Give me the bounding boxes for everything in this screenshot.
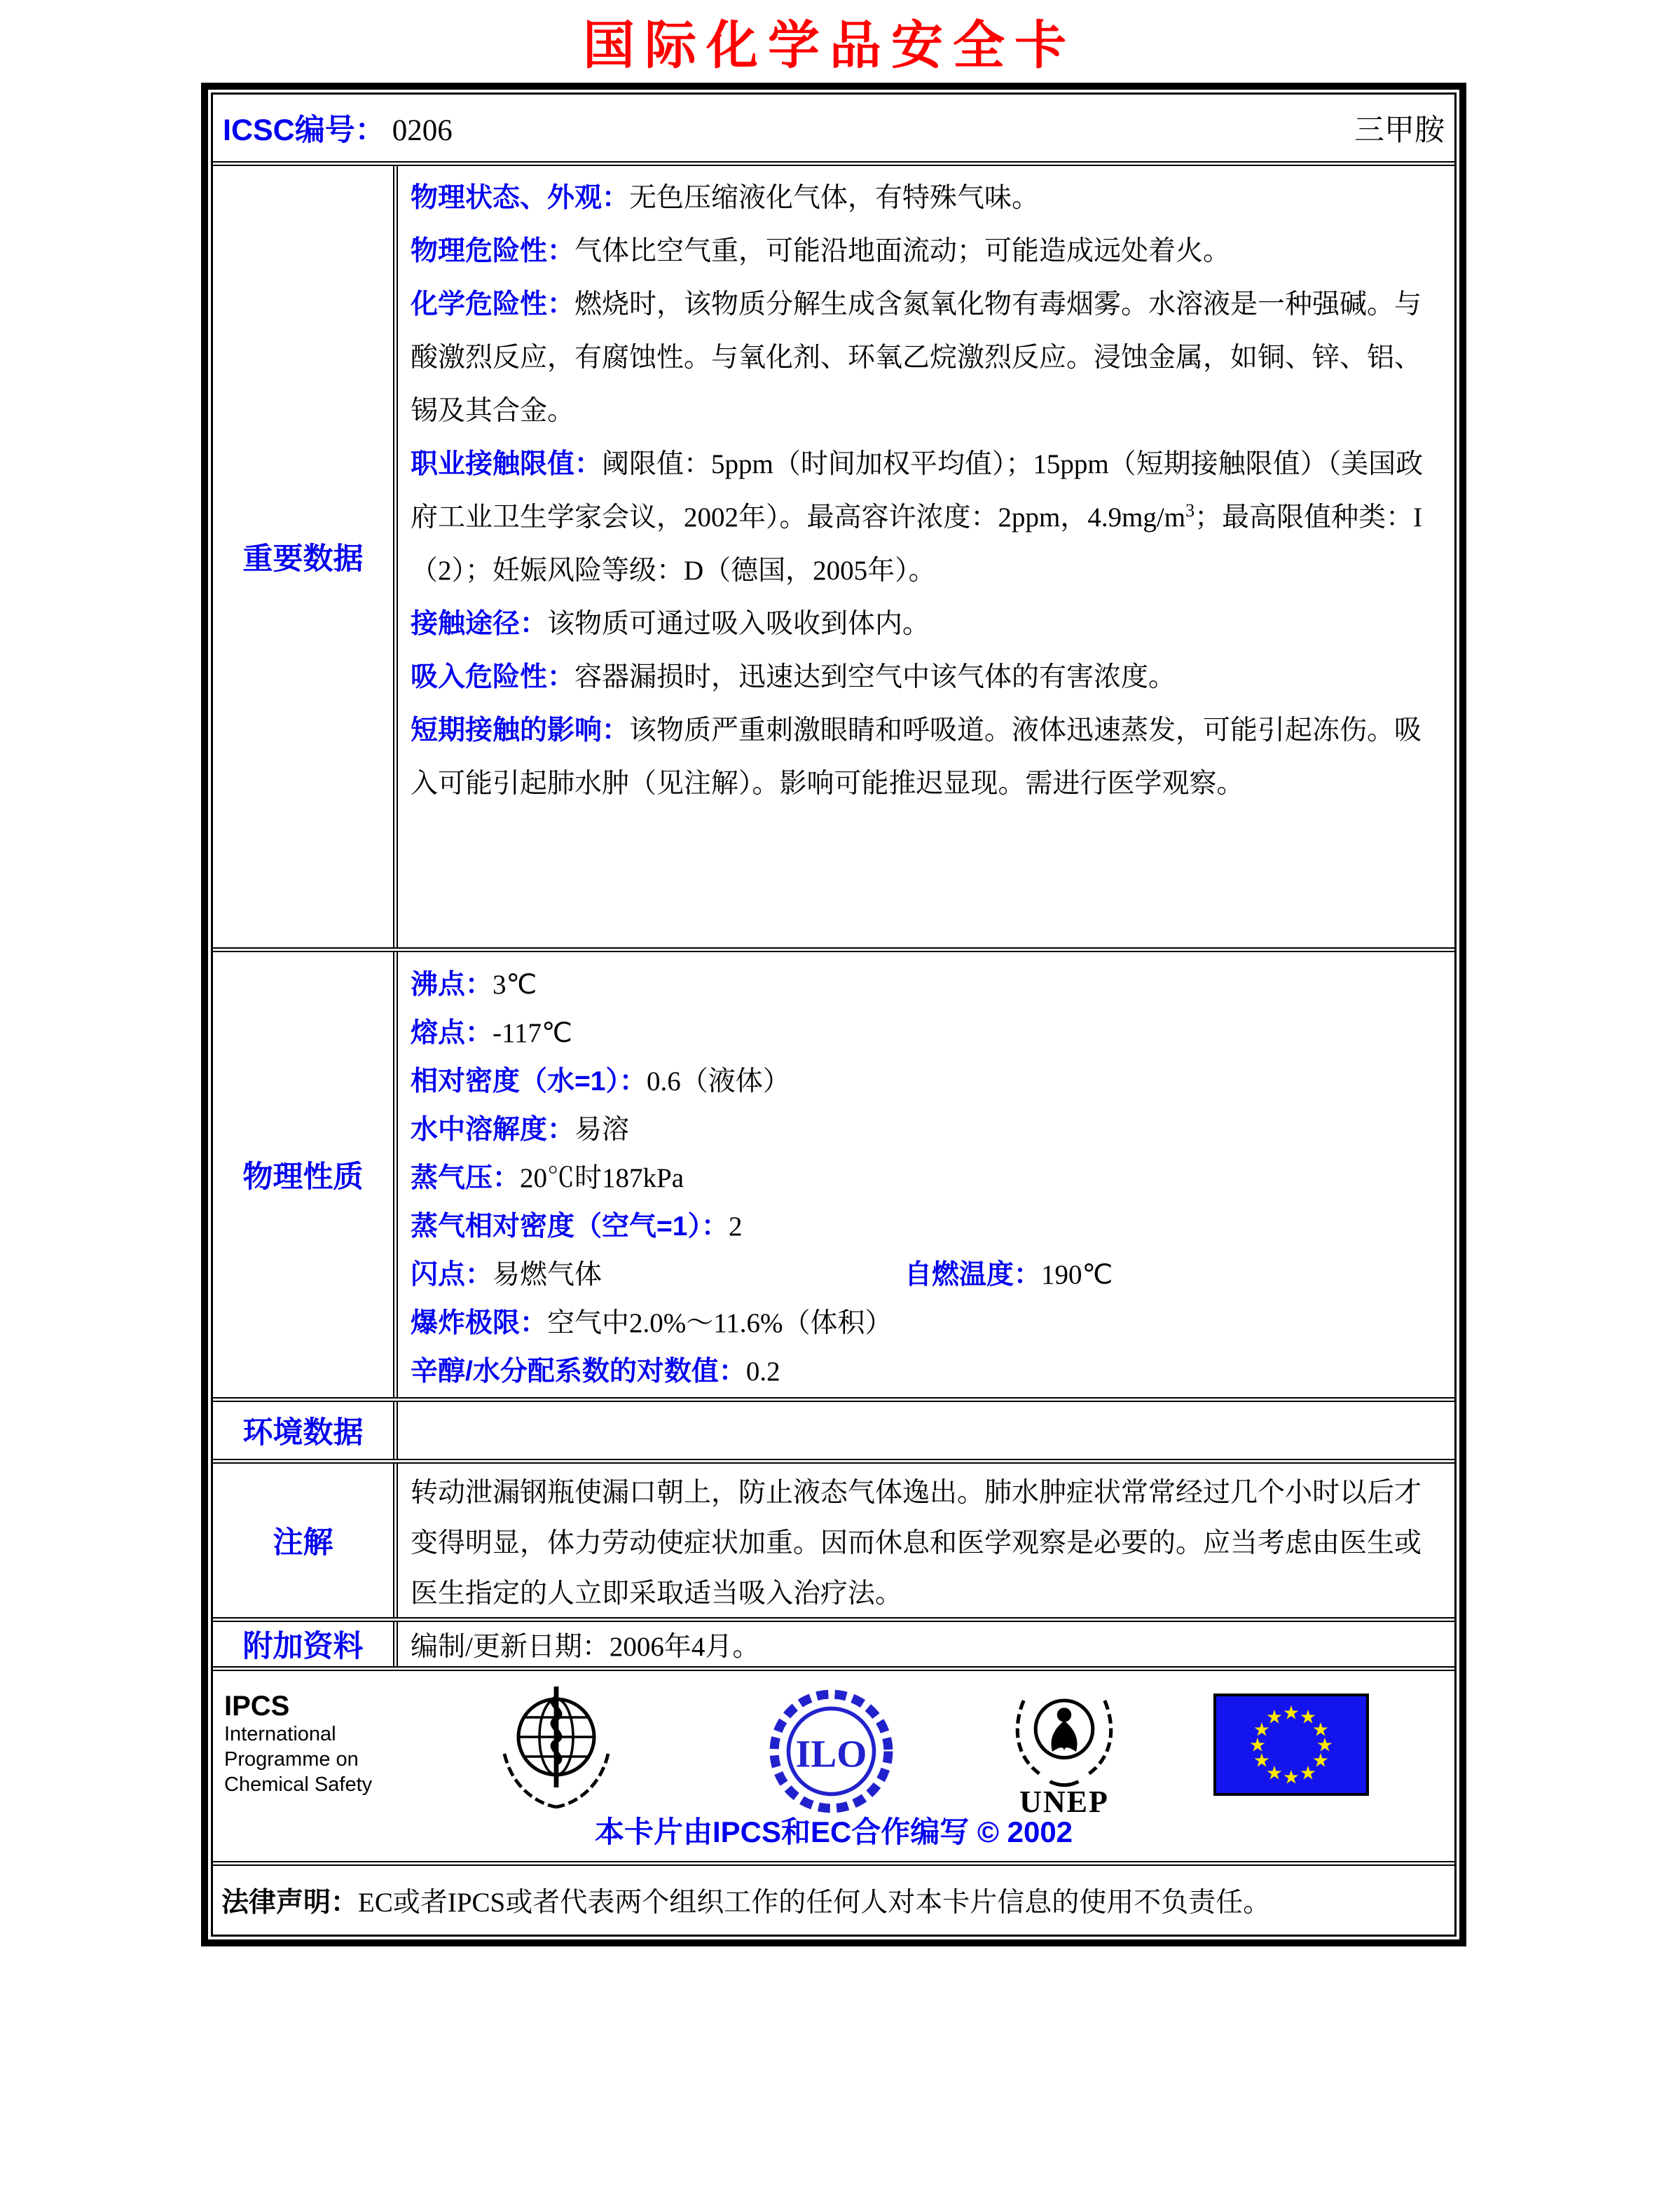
field-boiling-point: 沸点：3℃ xyxy=(411,970,537,1000)
legal-notice: 法律声明：EC或者IPCS或者代表两个组织工作的任何人对本卡片信息的使用不负责任。 xyxy=(221,1888,1271,1918)
field-melting-point: 熔点：-117℃ xyxy=(411,1018,572,1048)
eu-star-icon: ★ xyxy=(1299,1706,1317,1729)
eu-star-icon: ★ xyxy=(1316,1734,1334,1757)
safety-card-table xyxy=(201,83,1466,1946)
ipcs-text-block: IPCS International Programme on Chemical Safety xyxy=(224,1691,373,1796)
chemical-name: 三甲胺 xyxy=(1354,114,1445,147)
environmental-data-row xyxy=(213,1402,1454,1464)
field-occupational-limits: 职业接触限值：阈限值：5ppm（时间加权平均值）；15ppm（短期接触限值）（美国政府工业卫生学家会议，2002年）。最高容许浓度：2ppm，$4.9mg/m^3$；最高限值种类：I（2）；妊娠风险等级：D（德国，2005年）。 xyxy=(411,449,1424,586)
important-data-row-label: 重要数据 xyxy=(213,166,398,947)
physical-properties-row xyxy=(213,952,1454,1402)
eu-star-icon: ★ xyxy=(1265,1762,1283,1785)
icsc-number-value: 0206 xyxy=(392,114,453,147)
eu-star-icon: ★ xyxy=(1253,1719,1271,1741)
unep-logo-icon xyxy=(1005,1684,1124,1819)
notes-content: 转动泄漏钢瓶使漏口朝上，防止液态气体逸出。肺水肿症状常常经过几个小时以后才变得明显，体力劳动使症状加重。因而休息和医学观察是必要的。应当考虑由医生或医生指定的人立即采取适当吸入治疗法。 xyxy=(411,1478,1422,1609)
physical-properties-row-label: 物理性质 xyxy=(213,952,398,1397)
additional-info-row xyxy=(213,1622,1454,1671)
copyright-text: © 2002 xyxy=(977,1815,1073,1848)
field-physical-hazard: 物理危险性：气体比空气重，可能沿地面流动；可能造成远处着火。 xyxy=(411,236,1231,266)
eu-star-icon: ★ xyxy=(1253,1750,1271,1772)
eu-star-icon: ★ xyxy=(1265,1706,1283,1729)
field-short-term-effects: 短期接触的影响：该物质严重刺激眼睛和呼吸道。液体迅速蒸发，可能引起冻伤。吸入可能引起肺水肿（见注解）。影响可能推迟显现。需进行医学观察。 xyxy=(411,715,1422,799)
eu-star-icon: ★ xyxy=(1282,1766,1300,1789)
page-title: 国际化学品安全卡 xyxy=(583,16,1076,74)
field-physical-state: 物理状态、外观：无色压缩液化气体，有特殊气味。 xyxy=(411,183,1040,213)
eu-star-icon: ★ xyxy=(1248,1734,1267,1757)
header-row xyxy=(213,95,1454,166)
field-inhalation-risk: 吸入危险性：容器漏损时，迅速达到空气中该气体的有害浓度。 xyxy=(411,662,1176,692)
who-logo-icon xyxy=(486,1681,626,1825)
eu-star-icon: ★ xyxy=(1312,1750,1330,1772)
unep-label: UNEP xyxy=(1019,1785,1109,1819)
field-exposure-routes: 接触途径：该物质可通过吸入吸收到体内。 xyxy=(411,609,930,639)
eu-star-icon: ★ xyxy=(1299,1762,1317,1785)
field-octanol-water-partition: 辛醇/水分配系数的对数值：0.2 xyxy=(411,1356,780,1387)
legal-notice-row xyxy=(213,1866,1454,1935)
physical-properties-content xyxy=(398,952,1454,1397)
eu-star-icon: ★ xyxy=(1312,1719,1330,1741)
notes-row xyxy=(213,1464,1454,1622)
field-flash-point-and-autoignition: 闪点：易燃气体 自燃温度：190℃ xyxy=(411,1260,1113,1290)
environmental-data-content xyxy=(398,1402,1454,1459)
eu-flag-icon xyxy=(1213,1694,1369,1796)
field-vapor-pressure: 蒸气压：20℃时187kPa xyxy=(411,1163,684,1193)
cooperation-caption: 本卡片由IPCS和EC合作编写 © 2002 xyxy=(594,1815,1073,1848)
ilo-logo-icon xyxy=(766,1687,896,1820)
field-explosive-limits: 爆炸极限：空气中2.0%～11.6%（体积） xyxy=(411,1308,893,1338)
notes-row-label: 注解 xyxy=(213,1464,398,1617)
eu-star-icon: ★ xyxy=(1282,1702,1300,1724)
icsc-number-label: ICSC编号： xyxy=(223,114,385,147)
icsc-number-group xyxy=(223,107,453,149)
field-vapor-relative-density: 蒸气相对密度（空气=1）：2 xyxy=(411,1211,743,1242)
environmental-data-row-label: 环境数据 xyxy=(213,1402,398,1459)
field-chemical-hazard: 化学危险性：燃烧时，该物质分解生成含氮氧化物有毒烟雾。水溶液是一种强碱。与酸激烈反应，有腐蚀性。与氧化剂、环氧乙烷激烈反应。浸蚀金属，如铜、锌、铝、锡及其合金。 xyxy=(411,289,1422,426)
additional-info-row-label: 附加资料 xyxy=(213,1622,398,1666)
legal-notice-label: 法律声明： xyxy=(221,1888,359,1918)
additional-info-content: 编制/更新日期：2006年4月。 xyxy=(411,1631,760,1662)
important-data-content xyxy=(398,166,1454,947)
field-water-solubility: 水中溶解度：易溶 xyxy=(411,1115,630,1145)
organizations-footer-row xyxy=(213,1671,1454,1866)
field-relative-density: 相对密度（水=1）：0.6（液体） xyxy=(411,1066,790,1097)
ilo-letters: ILO xyxy=(795,1733,867,1776)
ipcs-title: IPCS xyxy=(224,1691,290,1722)
superscript-3: 3 xyxy=(1185,500,1195,521)
important-data-row xyxy=(213,166,1454,952)
